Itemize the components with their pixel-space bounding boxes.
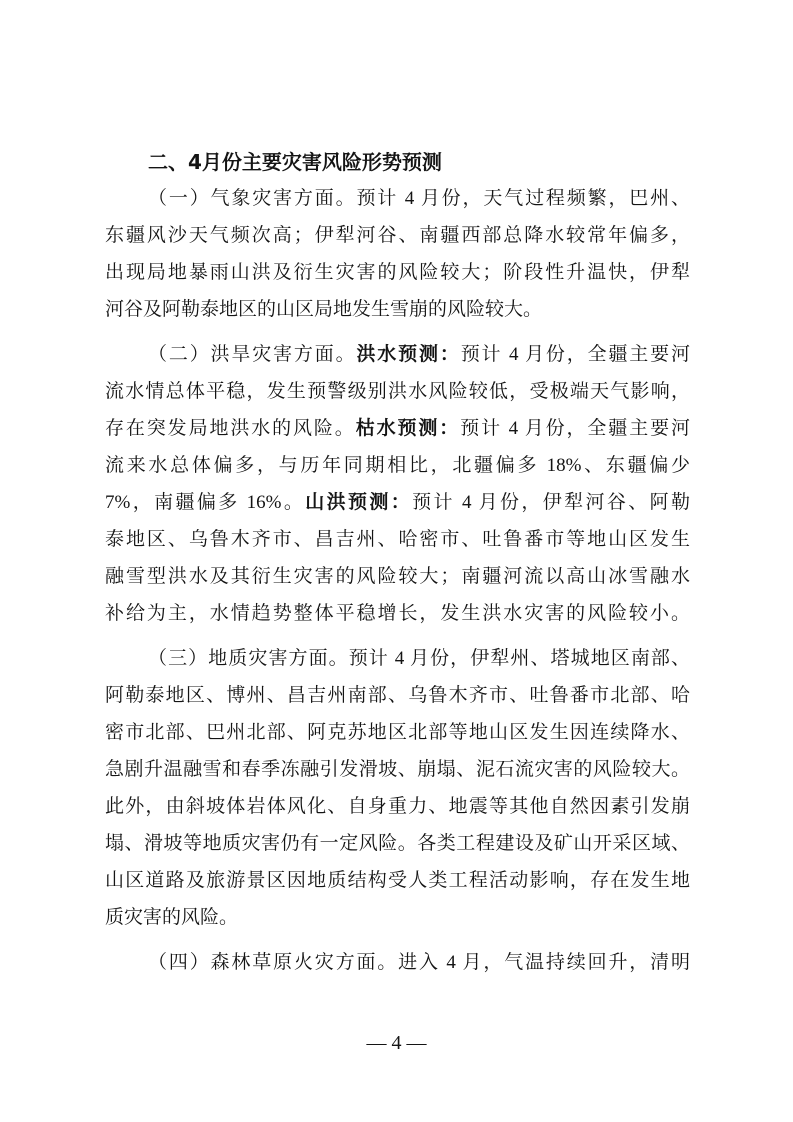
section-3-line-7: 山区道路及旅游景区因地质结构受人类工程活动影响，存在发生地 [105, 870, 690, 891]
section-2-line-1 [105, 336, 690, 373]
section-3-line-4: 急剧升温融雪和春季冻融引发滑坡、崩塌、泥石流灾害的风险较大。 [105, 759, 690, 780]
section-3-line-5: 此外，由斜坡体岩体风化、自身重力、地震等其他自然因素引发崩 [105, 796, 690, 817]
bold-label-low-water-forecast: 枯水预测： [355, 418, 461, 439]
text-segment: 存在突发局地洪水的风险。 [105, 418, 356, 439]
bold-label-flood-forecast: 洪水预测： [356, 344, 461, 365]
section-3-line-3: 密市北部、巴州北部、阿克苏地区北部等地山区发生因连续降水、 [105, 722, 690, 743]
document-body [105, 144, 690, 981]
section-2-line-8: 补给为主，水情趋势整体平稳增长，发生洪水灾害的风险较小。 [105, 603, 690, 624]
paragraph-geological [105, 640, 690, 936]
section-2-line-5 [105, 484, 690, 521]
section-3-line-8: 质灾害的风险。 [105, 907, 239, 928]
section-2-line-4: 流来水总体偏多，与历年同期相比，北疆偏多 18%、东疆偏少 [105, 455, 690, 476]
section-1-line-3: 出现局地暴雨山洪及衍生灾害的风险较大；阶段性升温快，伊犁 [105, 262, 690, 283]
page-number: — 4 — [366, 1032, 427, 1054]
text-segment: 预计 4 月份，伊犁河谷、阿勒 [412, 492, 690, 513]
section-2-line-7: 融雪型洪水及其衍生灾害的风险较大；南疆河流以高山冰雪融水 [105, 566, 690, 587]
section-3-line-2: 阿勒泰地区、博州、昌吉州南部、乌鲁木齐市、吐鲁番市北部、哈 [105, 685, 690, 706]
text-segment: 预计 4 月份，全疆主要河 [460, 418, 690, 439]
section-2-line-2: 流水情总体平稳，发生预警级别洪水风险较低，受极端天气影响， [105, 381, 690, 402]
section-1-line-1: （一）气象灾害方面。预计 4 月份，天气过程频繁，巴州、 [148, 188, 690, 209]
paragraph-flood-drought [105, 336, 690, 632]
section-3-line-6: 塌、滑坡等地质灾害仍有一定风险。各类工程建设及矿山开采区域、 [105, 833, 690, 854]
section-1-line-4: 河谷及阿勒泰地区的山区局地发生雪崩的风险较大。 [105, 299, 543, 320]
paragraph-meteorological [105, 180, 690, 328]
bold-label-flash-flood-forecast: 山洪预测： [305, 492, 413, 513]
paragraph-forest-grassland-fire [105, 944, 690, 981]
section-2-line-6: 泰地区、乌鲁木齐市、昌吉州、哈密市、吐鲁番市等地山区发生 [105, 529, 690, 550]
section-1-line-2: 东疆风沙天气频次高；伊犁河谷、南疆西部总降水较常年偏多， [105, 225, 690, 246]
section-4-line-1: （四）森林草原火灾方面。进入 4 月，气温持续回升，清明 [148, 952, 690, 973]
text-segment: 7%，南疆偏多 16%。 [105, 492, 306, 513]
section-3-line-1: （三）地质灾害方面。预计 4 月份，伊犁州、塔城地区南部、 [148, 648, 690, 669]
section-heading: 二、4月份主要灾害风险形势预测 [148, 150, 442, 174]
text-segment: 预计 4 月份，全疆主要河 [460, 344, 690, 365]
section-2-line-3 [105, 410, 690, 447]
text-segment: （二）洪旱灾害方面。 [148, 344, 357, 365]
